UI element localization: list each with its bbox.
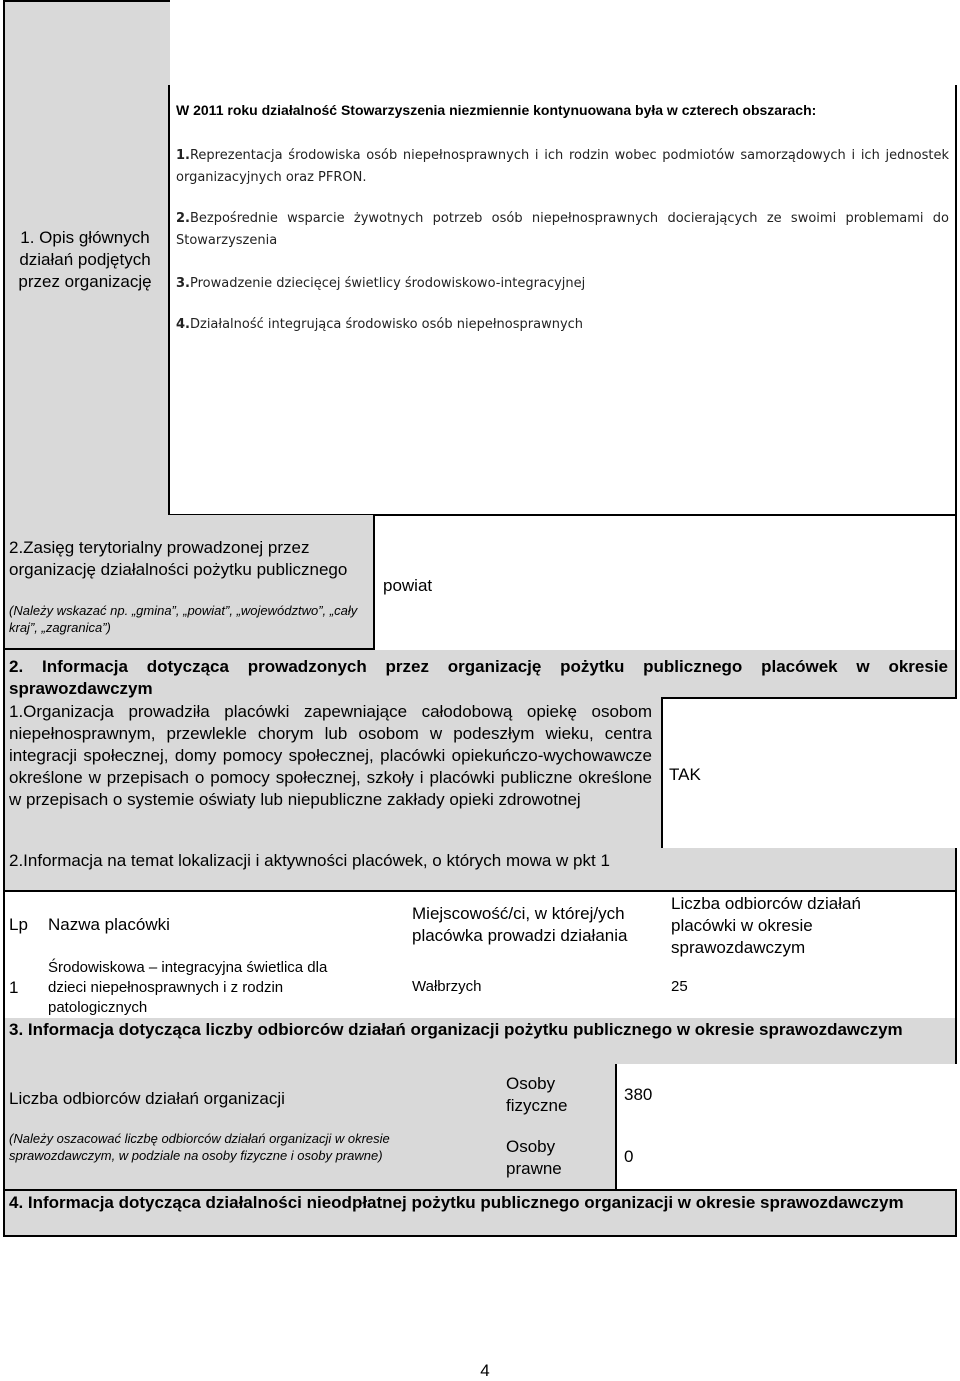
table-header-name: Nazwa placówki	[48, 915, 170, 934]
section2-value: powiat	[383, 576, 433, 595]
activity-text: Bezpośrednie wsparcie żywotnych potrzeb osób niepełnosprawnych docierających ze swoimi problemami do Stowarzyszenia	[176, 211, 949, 248]
activity-text: Działalność integrująca środowisko osób niepełnosprawnych	[189, 317, 584, 332]
activity-item-1	[176, 145, 949, 189]
table-cell-lp: 1	[9, 978, 19, 997]
facilities-question-1: 1.Organizacja prowadziła placówki zapewniające całodobową opiekę osobom niepełnosprawnym, przewlekle chorym lub osobom w podeszłym wieku, centra integracji społecznej, domy pomocy społecznej, placówki opiekuńczo-wychowawcze określone w przepisach o pomocy społecznej, szkoły i placówki publiczne określone w przepisach o systemie oświaty lub niepubliczne zakłady opieki zdrowotnej	[9, 702, 652, 809]
persons-value: 380	[624, 1085, 653, 1104]
facilities-heading: 2. Informacja dotycząca prowadzonych przez organizację pożytku publicznego placówek w okresie sprawozdawczym	[9, 657, 948, 698]
section2-label: 2.Zasięg terytorialny prowadzonej przez organizację działalności pożytku publicznego	[9, 538, 348, 579]
table-header-lp: Lp	[9, 915, 28, 934]
legal-label: Osoby prawne	[506, 1137, 562, 1178]
section1-label: 1. Opis głównych działań podjętych przez organizację	[18, 228, 152, 291]
activity-number: 2.	[176, 211, 190, 226]
activity-number: 1.	[176, 148, 190, 163]
persons-label: Osoby fizyczne	[506, 1074, 568, 1115]
facilities-question-2: 2.Informacja na temat lokalizacji i aktywności placówek, o których mowa w pkt 1	[9, 851, 610, 870]
activity-number: 4.	[176, 317, 190, 332]
activity-item-3	[176, 273, 949, 295]
activity-item-4	[176, 314, 949, 336]
section3-label: Liczba odbiorców działań organizacji	[9, 1089, 285, 1108]
facilities-answer: TAK	[669, 765, 701, 784]
section2-hint: (Należy wskazać np. „gmina”, „powiat”, „województwo”, „cały kraj”, „zagranica”)	[9, 603, 358, 635]
activity-number: 3.	[176, 276, 190, 291]
table-cell-location: Wałbrzych	[412, 978, 482, 995]
table-header-location: Miejscowość/ci, w której/ych placówka prowadzi działania	[412, 904, 628, 945]
table-cell-recipients: 25	[671, 978, 688, 995]
page-number: 4	[480, 1361, 490, 1380]
table-cell-name: Środowiskowa – integracyjna świetlica dla dzieci niepełnosprawnych i z rodzin patologicznych	[48, 959, 328, 1016]
activity-text: Prowadzenie dziecięcej świetlicy środowiskowo-integracyjnej	[189, 276, 586, 291]
activity-text: Reprezentacja środowiska osób niepełnosprawnych i ich rodzin wobec podmiotów samorządowych i ich jednostek organizacyjnych oraz PFRON.	[176, 148, 949, 185]
section3-hint: (Należy oszacować liczbę odbiorców działań organizacji w okresie sprawozdawczym, w podziale na osoby fizyczne i osoby prawne)	[9, 1131, 390, 1163]
activity-item-2	[176, 208, 949, 252]
section3-heading: 3. Informacja dotycząca liczby odbiorców działań organizacji pożytku publicznego w okresie sprawozdawczym	[9, 1020, 903, 1039]
legal-value: 0	[624, 1147, 634, 1166]
section4-heading: 4. Informacja dotycząca działalności nieodpłatnej pożytku publicznego organizacji w okresie sprawozdawczym	[9, 1193, 904, 1212]
section1-intro: W 2011 roku działalność Stowarzyszenia niezmiennie kontynuowana była w czterech obszarach:	[176, 102, 817, 118]
table-header-recipients: Liczba odbiorców działań placówki w okresie sprawozdawczym	[671, 894, 861, 957]
